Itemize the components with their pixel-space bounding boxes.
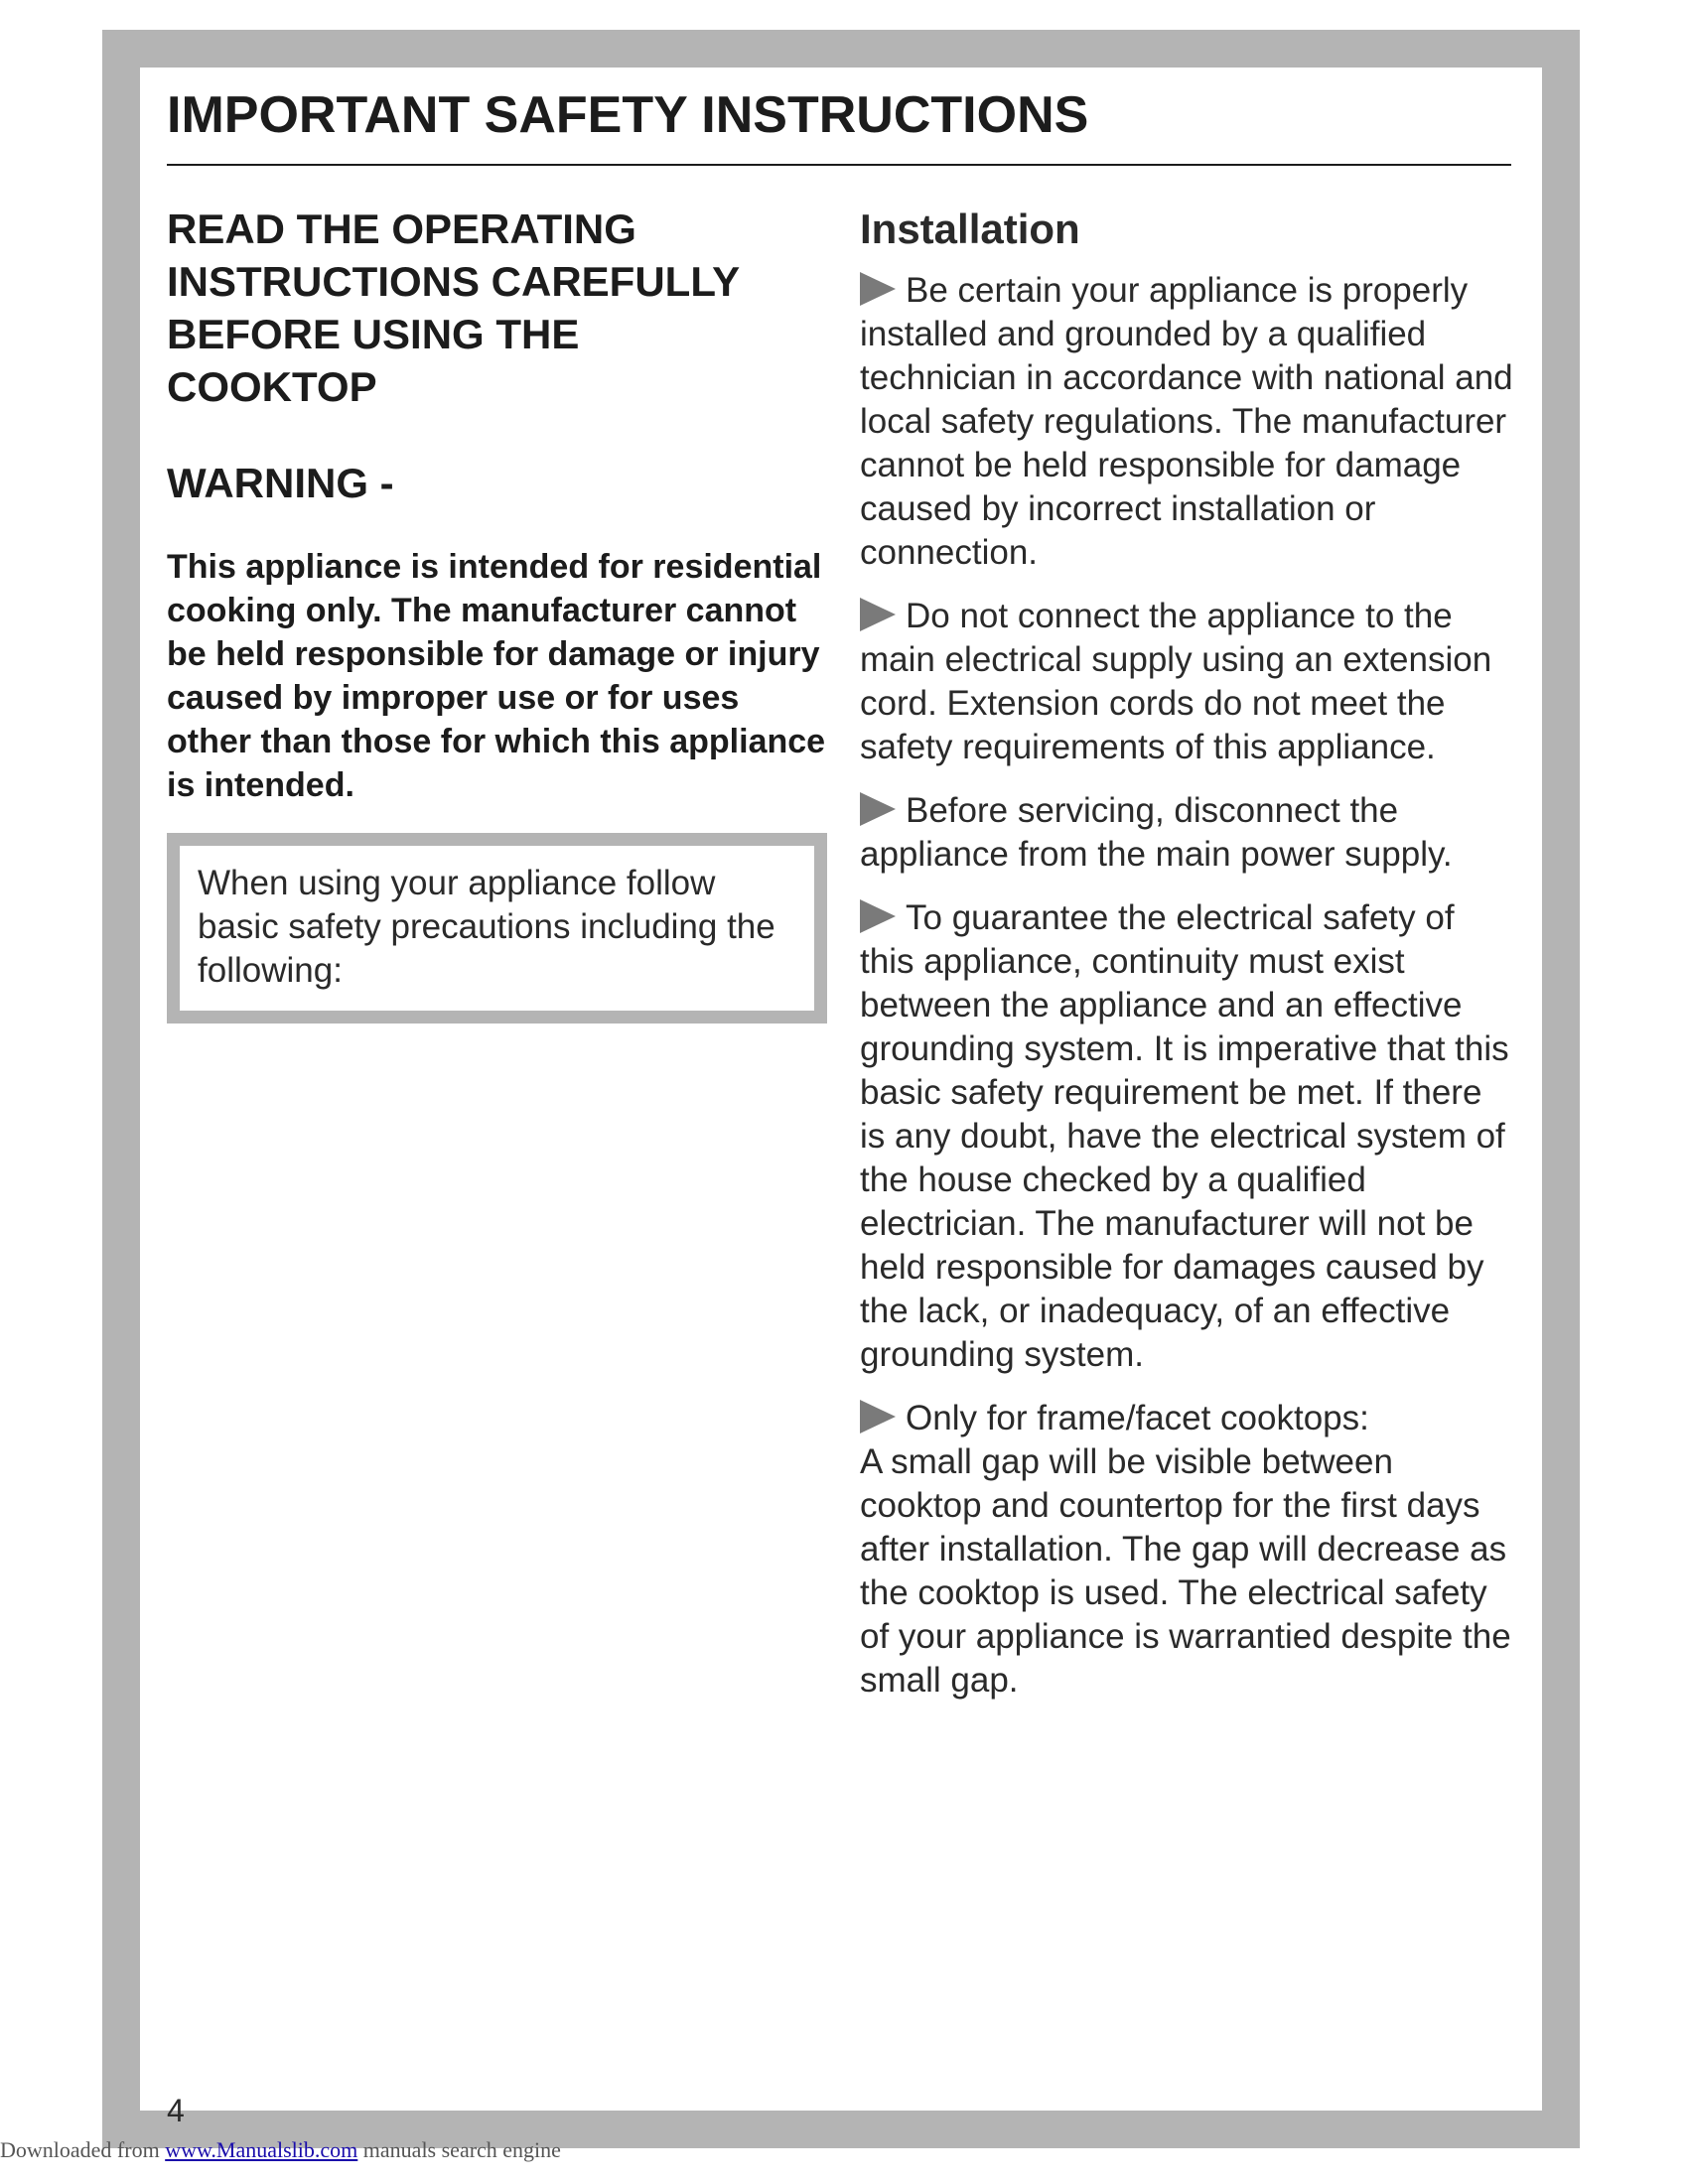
title-divider: [167, 164, 1511, 166]
page-number: 4: [167, 2093, 185, 2128]
installation-bullet: [860, 595, 1515, 769]
bullet-text: Do not connect the appliance to the main electrical supply using an extension cord. Extension cords do not meet the safety requirements of this appliance.: [860, 597, 1492, 766]
bullet-lead-text: Only for frame/facet cooktops:: [906, 1399, 1369, 1437]
triangle-bullet-icon: [860, 1400, 896, 1433]
left-column: [167, 203, 827, 1024]
footer-suffix: manuals search engine: [357, 2137, 561, 2162]
footer-prefix: Downloaded from: [0, 2137, 166, 2162]
read-heading-line: READ THE OPERATING: [167, 205, 636, 252]
bullet-text: Be certain your appliance is properly installed and grounded by a qualified technician in accordance with national and local safety regulations. The manufacturer cannot be held responsible for damage caused by incorrect installation or connection.: [860, 271, 1513, 572]
triangle-bullet-icon: [860, 899, 896, 933]
installation-bullet: [860, 1397, 1515, 1703]
bullet-text: A small gap will be visible between cooktop and countertop for the first days after installation. The gap will decrease as the cooktop is used. The electrical safety of your appliance is warrantied despite the small gap.: [860, 1442, 1511, 1700]
bullet-text: Before servicing, disconnect the appliance from the main power supply.: [860, 791, 1453, 874]
page-title: IMPORTANT SAFETY INSTRUCTIONS: [167, 86, 1089, 144]
warning-text: This appliance is intended for residential cooking only. The manufacturer cannot be held responsible for damage or injury caused by improper use or for uses other than those for which this appliance is intended.: [167, 548, 826, 804]
read-heading-line: INSTRUCTIONS CAREFULLY: [167, 258, 741, 305]
installation-bullet: [860, 896, 1515, 1377]
read-heading-line: BEFORE USING THE: [167, 311, 580, 357]
bullet-text: To guarantee the electrical safety of this appliance, continuity must exist between the appliance and an effective grounding system. It is imperative that this basic safety requirement be met. If there is any doubt, have the electrical system of the house checked by a qualified electrician. The manufacturer will not be held responsible for damages caused by the lack, or inadequacy, of an effective grounding system.: [860, 898, 1509, 1374]
installation-heading: Installation: [860, 205, 1080, 252]
precautions-note-box: [167, 833, 827, 1024]
warning-heading: WARNING -: [167, 460, 394, 506]
triangle-bullet-icon: [860, 792, 896, 826]
installation-bullet: [860, 789, 1515, 877]
triangle-bullet-icon: [860, 598, 896, 631]
read-instructions-heading: [167, 203, 827, 413]
read-heading-line: COOKTOP: [167, 363, 377, 410]
right-column: [860, 203, 1515, 1703]
installation-bullet: [860, 269, 1515, 575]
triangle-bullet-icon: [860, 272, 896, 306]
manualslib-link[interactable]: www.Manualslib.com: [165, 2137, 358, 2162]
download-footer: [0, 2137, 561, 2163]
precautions-note-text: When using your appliance follow basic safety precautions including the following:: [198, 864, 775, 990]
